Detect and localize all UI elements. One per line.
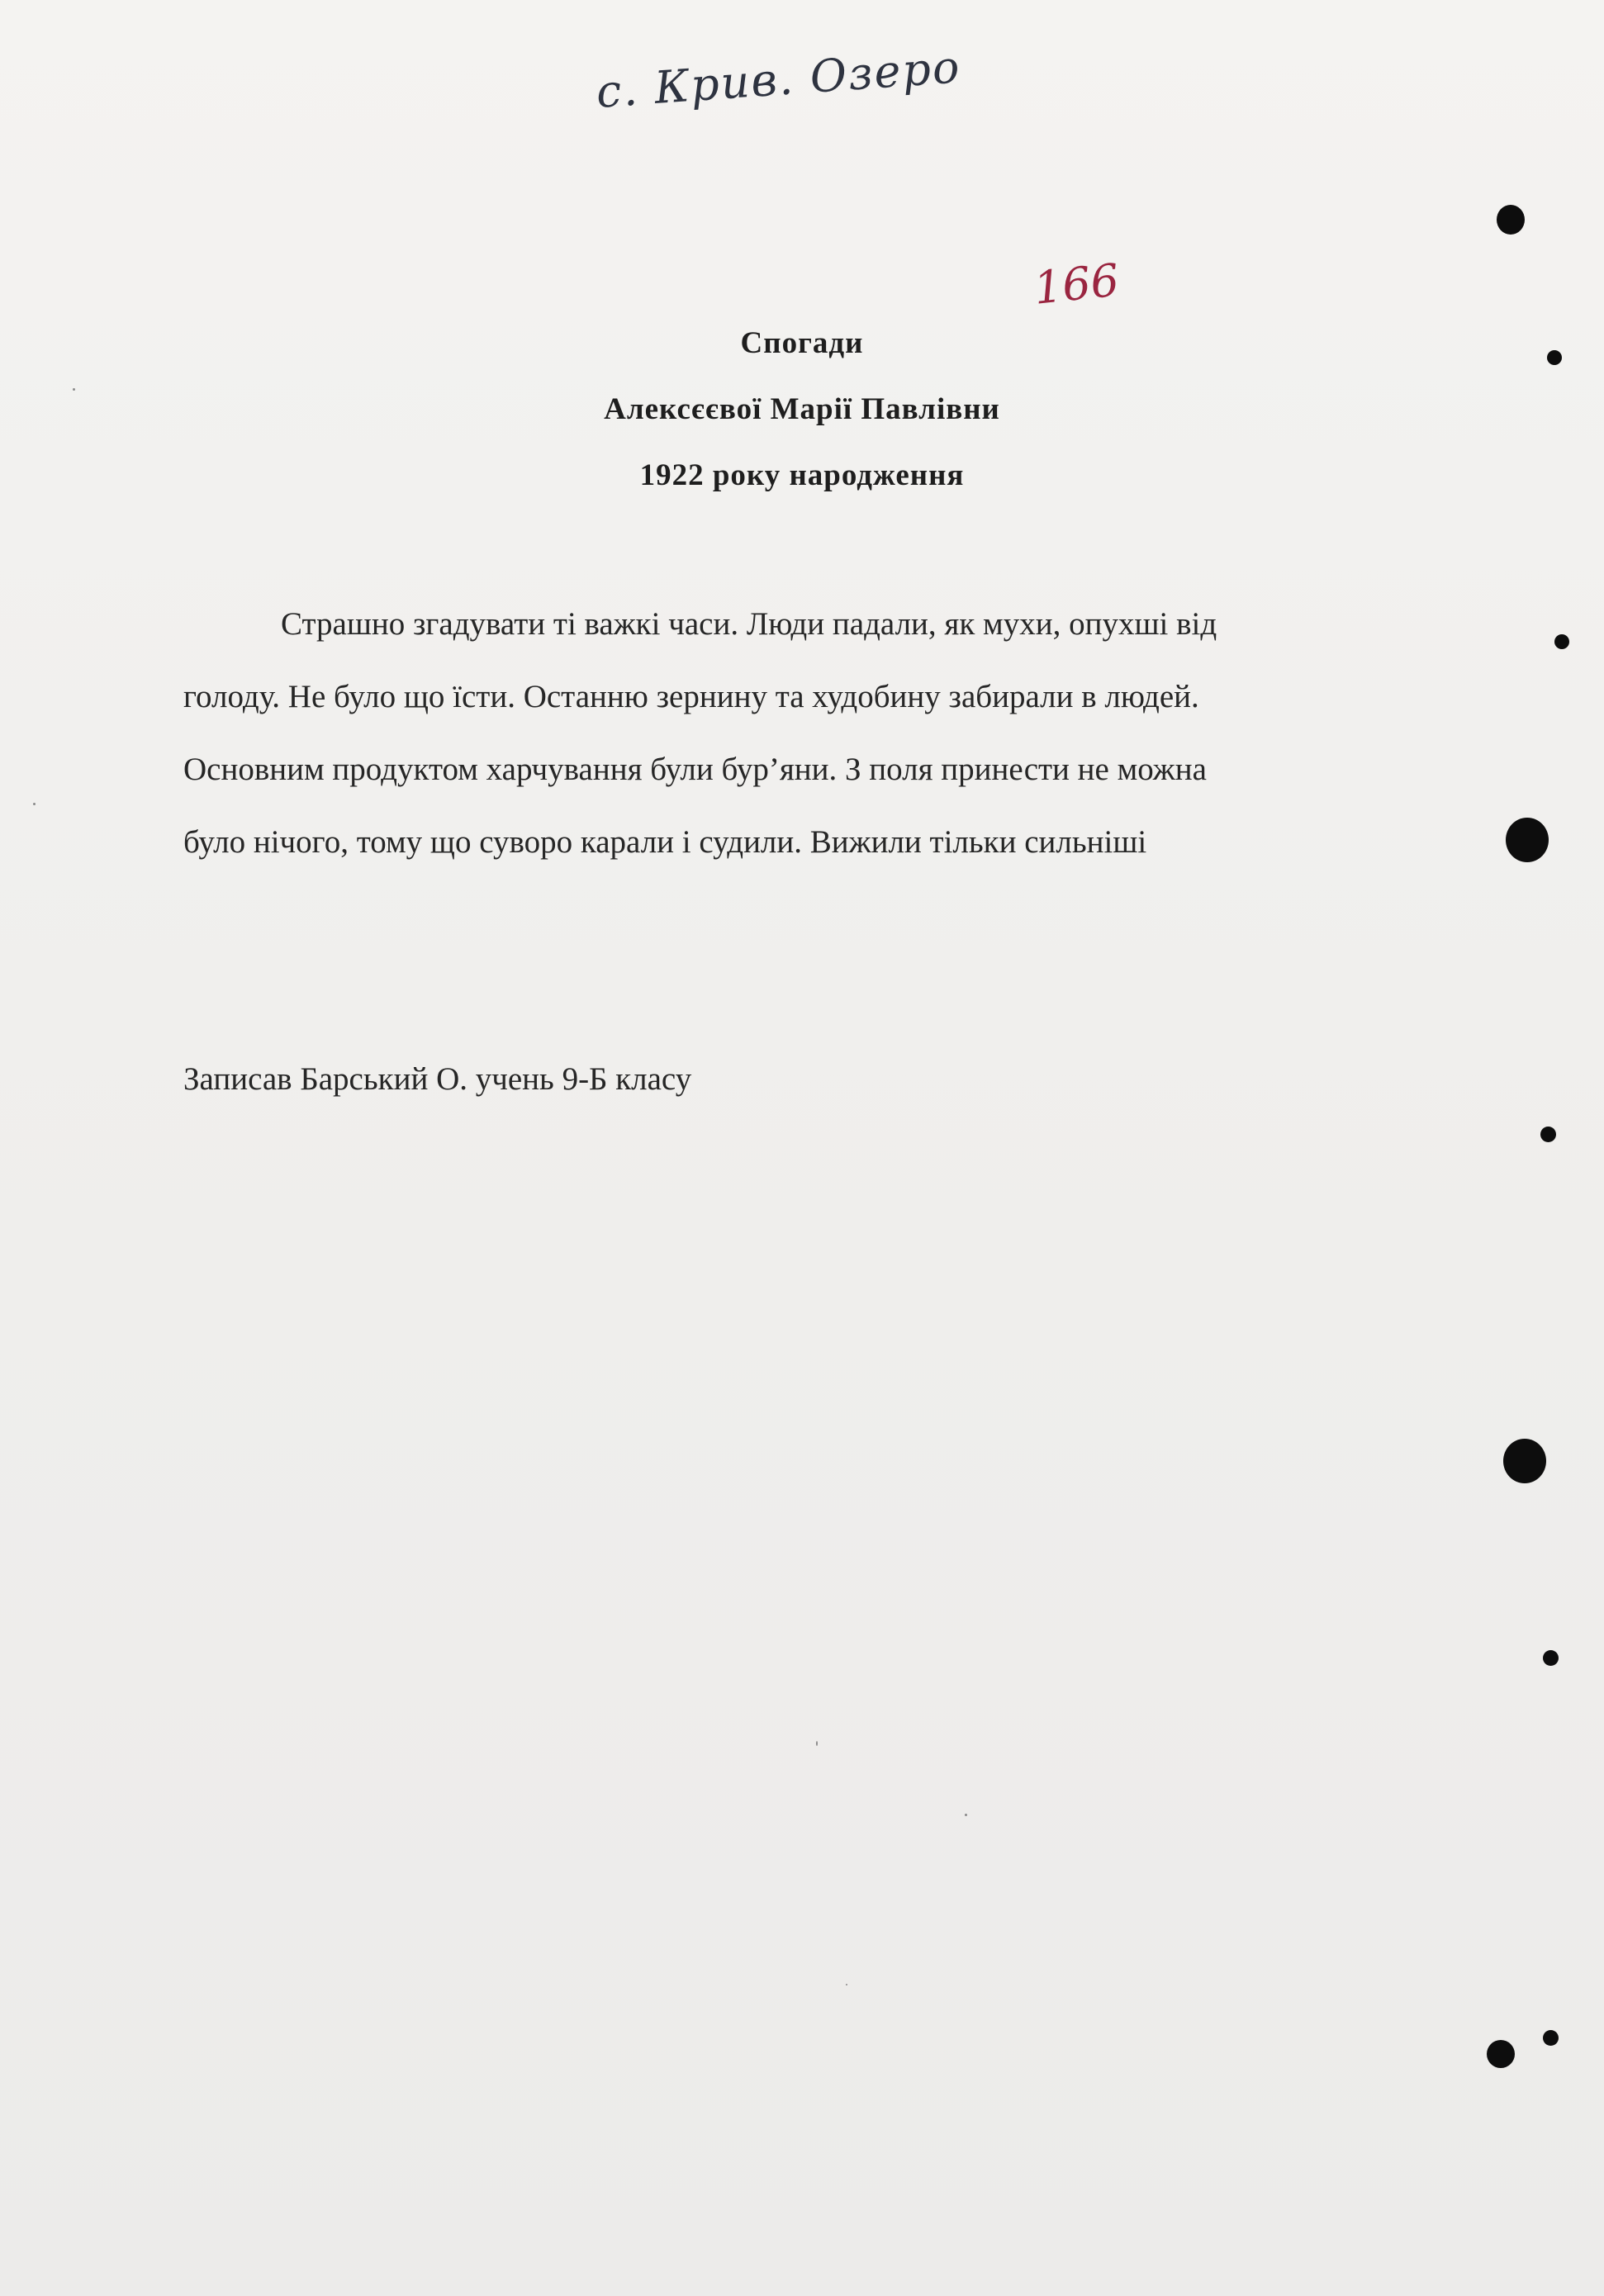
punch-hole bbox=[1506, 818, 1549, 862]
punch-hole bbox=[1547, 350, 1562, 365]
punch-hole bbox=[1497, 205, 1525, 235]
recorder-signature-line: Записав Барський О. учень 9-Б класу bbox=[183, 1061, 692, 1097]
punch-hole bbox=[1540, 1127, 1556, 1142]
memoir-paragraph bbox=[183, 588, 1422, 879]
title-line-birth-year: 1922 року народження bbox=[639, 458, 965, 492]
punch-hole bbox=[1543, 1650, 1559, 1666]
paragraph-line: Страшно згадувати ті важкі часи. Люди падали, як мухи, опухші від bbox=[281, 606, 1217, 642]
punch-hole bbox=[1543, 2030, 1559, 2046]
handwritten-folio-number: 166 bbox=[1031, 254, 1122, 315]
paper-speck bbox=[846, 1984, 847, 1985]
punch-hole bbox=[1554, 634, 1569, 649]
punch-hole bbox=[1503, 1439, 1546, 1483]
paper-speck bbox=[965, 1814, 967, 1816]
title-line-heading: Спогади bbox=[740, 326, 864, 360]
paragraph-line: було нічого, тому що суворо карали і судили. Вижили тільки сильніші bbox=[183, 824, 1147, 860]
handwritten-village-note: с. Крив. Озеро bbox=[594, 40, 963, 118]
paper-speck bbox=[816, 1741, 818, 1746]
punch-hole bbox=[1487, 2040, 1515, 2068]
paper-speck bbox=[73, 388, 75, 391]
paper-speck bbox=[33, 803, 36, 805]
paragraph-line: Основним продуктом харчування були бур’яни. З поля принести не можна bbox=[183, 752, 1207, 787]
document-title bbox=[0, 327, 1604, 525]
title-line-name: Алексєєвої Марії Павлівни bbox=[604, 392, 1000, 426]
paragraph-line: голоду. Не було що їсти. Останню зернину та худобину забирали в людей. bbox=[183, 679, 1199, 714]
